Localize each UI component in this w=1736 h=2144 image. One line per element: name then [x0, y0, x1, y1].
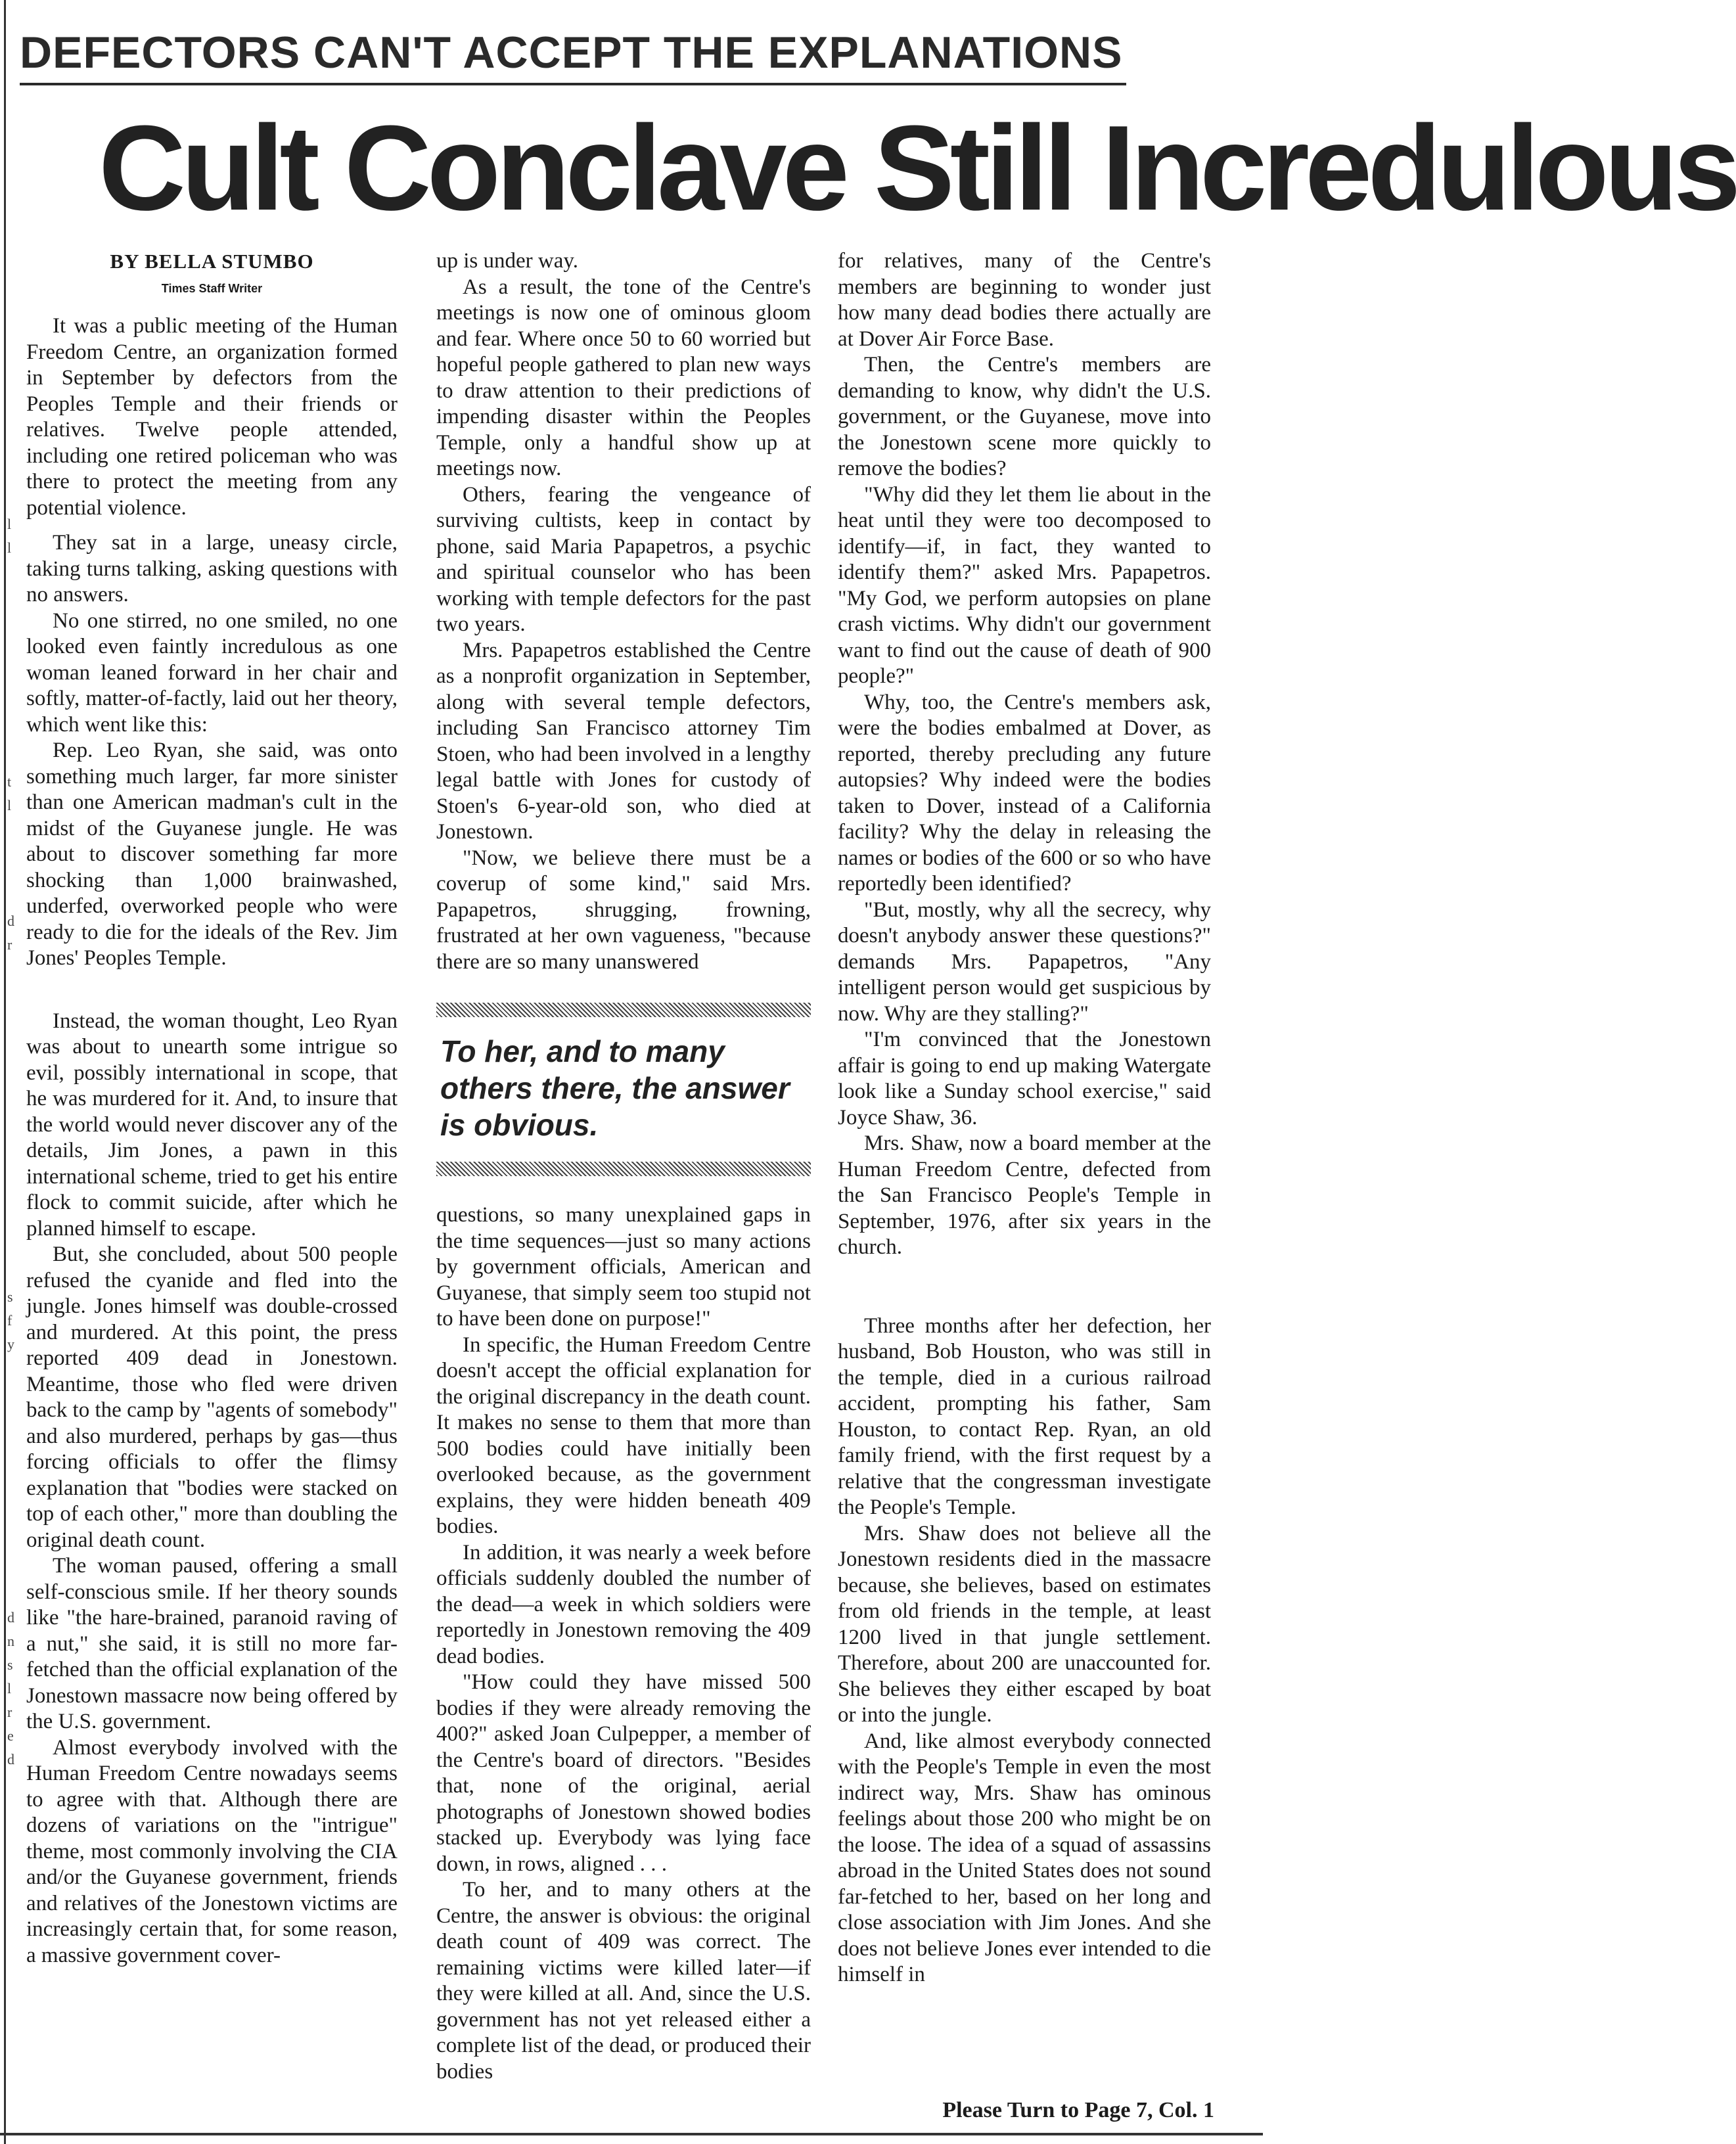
paragraph: In specific, the Human Freedom Centre doesn't accept the official explanation for the original discrepancy in the death count. It makes no sense to them that more than 500 bodies could have initially been overlooked because, as the government explains, they were hidden beneath 409 bodies.: [436, 1333, 811, 1538]
paragraph: Mrs. Shaw, now a board member at the Human Freedom Centre, defected from the San Francisco People's Temple in September, 1976, after six years in the church.: [838, 1131, 1211, 1259]
paragraph: "I'm convinced that the Jonestown affair is going to end up making Watergate look like a Sunday school exercise," said Joyce Shaw, 36.: [838, 1028, 1211, 1129]
margin-fragment: l: [7, 1680, 12, 1697]
margin-fragment: r: [7, 1704, 12, 1720]
paragraph: Mrs. Papapetros established the Centre as a nonprofit organization in September, along with several temple defectors, including San Francisco attorney Tim Stoen, who had been involved in a lengthy legal battle with Jones for custody of Stoen's 6-year-old son, who died at Jonestown.: [436, 638, 811, 844]
margin-fragment: f: [7, 1312, 12, 1329]
article-column-2: [436, 248, 811, 2095]
paragraph: Instead, the woman thought, Leo Ryan was about to unearth some intrigue so evil, possibly international in scope, that he was murdered for it. And, to insure that the world would never discover any of the details, Jim Jones, a pawn in this international scheme, tried to get his entire flock to commit suicide, after which he planned himself to escape.: [26, 1009, 398, 1241]
margin-fragment: l: [7, 797, 12, 813]
margin-fragment: d: [7, 913, 14, 929]
margin-fragment: d: [7, 1609, 14, 1626]
jump-line: Please Turn to Page 7, Col. 1: [942, 2098, 1214, 2122]
paragraph: Three months after her defection, her husband, Bob Houston, who was still in the temple, died in a curious railroad accident, prompting his father, Sam Houston, to contact Rep. Ryan, an old family friend, with the first request by a relative that the congressman investigate the People's Temple.: [838, 1313, 1211, 1519]
paragraph: for relatives, many of the Centre's members are beginning to wonder just how many dead bodies there actually are at Dover Air Force Base.: [838, 249, 1211, 351]
paragraph: "How could they have missed 500 bodies if they were already removing the 400?" asked Joan Culpepper, a member of the Centre's board of directors. "Besides that, none of the original, aerial photographs of Jonestown showed bodies stacked up. Everybody was lying face down, in rows, aligned . . .: [436, 1670, 811, 1876]
paragraph: They sat in a large, uneasy circle, taking turns talking, asking questions with no answers.: [26, 531, 398, 606]
bottom-rule: [0, 2133, 1263, 2135]
paragraph: The woman paused, offering a small self-conscious smile. If her theory sounds like "the hare-brained, paranoid raving of a nut," she said, it is still no more far-fetched than the official explanation of the Jonestown massacre now being offered by the U.S. government.: [26, 1554, 398, 1733]
margin-fragment: s: [7, 1289, 13, 1305]
paragraph: It was a public meeting of the Human Freedom Centre, an organization formed in September by defectors from the Peoples Temple and their friends or relatives. Twelve people attended, including one retired policeman who was there to protect the meeting from any potential violence.: [26, 314, 398, 520]
pull-quote-box: [436, 1003, 811, 1176]
paragraph: Almost everybody involved with the Human Freedom Centre nowadays seems to agree with that. Although there are dozens of variations on the "intrigue" theme, most commonly involving the CIA and/or the Guyanese government, friends and relatives of the Jonestown victims are increasingly certain that, for some reason, a massive government cover-: [26, 1735, 398, 1967]
paragraph: Rep. Leo Ryan, she said, was onto something much larger, far more sinister than one American madman's cult in the midst of the Guyanese jungle. He was about to discover something far more shocking than 1,000 brainwashed, underfed, overworked people who were ready to die for the ideals of the Rev. Jim Jones' Peoples Temple.: [26, 739, 398, 970]
paragraph: Mrs. Shaw does not believe all the Jonestown residents died in the massacre because, she believes, based on estimates from old friends in the temple, at least 1200 lived in that jungle settlement. Therefore, about 200 are unaccounted for. She believes they either escaped by boat or into the jungle.: [838, 1521, 1211, 1727]
margin-fragment: e: [7, 1727, 14, 1744]
paragraph: up is under way.: [436, 249, 578, 273]
article-column-3: [838, 248, 1211, 2095]
paragraph: In addition, it was nearly a week before officials suddenly doubled the number of the dead—a week in which soldiers were reportedly in Jonestown removing the 409 dead bodies.: [436, 1540, 811, 1668]
margin-fragments: [7, 513, 18, 1771]
pull-quote: To her, and to many others there, the answer is obvious.: [440, 1034, 790, 1142]
paragraph: Why, too, the Centre's members ask, were the bodies embalmed at Dover, as reported, thereby precluding any future autopsies? Why indeed were the bodies taken to Dover, instead of a California facility? Why the delay in releasing the names or bodies of the 600 or so who have reportedly been identified?: [838, 690, 1211, 896]
paragraph: As a result, the tone of the Centre's meetings is now one of ominous gloom and fear. Where once 50 to 60 worried but hopeful people gathered to plan new ways to draw attention to their predictions of impending disaster within the Peoples Temple, only a handful show up at meetings now.: [436, 275, 811, 480]
article-column-1: [26, 248, 398, 2095]
margin-fragment: n: [7, 1633, 14, 1649]
paragraph: Others, fearing the vengeance of surviving cultists, keep in contact by phone, said Maria Papapetros, a psychic and spiritual counselor who has been working with temple defectors for the past two years.: [436, 482, 811, 636]
margin-fragment: l: [7, 516, 12, 532]
paragraph: questions, so many unexplained gaps in the time sequences—just so many actions by government officials, American and Guyanese, that simply seem too stupid not to have been done on purpose!": [436, 1203, 811, 1331]
paragraph: "Why did they let them lie about in the heat until they were too decomposed to identify—if, in fact, they wanted to identify them?" asked Mrs. Papapetros. "My God, we perform autopsies on plane crash victims. Why didn't our government want to find out the cause of death of 900 people?": [838, 482, 1211, 688]
paragraph: But, she concluded, about 500 people refused the cyanide and fled into the jungle. Jones himself was double-crossed and murdered. At this point, the press reported 409 dead in Jonestown. Meantime, those who fled were driven back to the camp by "agents of somebody" and also murdered, perhaps by gas—thus forcing officials to offer the flimsy explanation that "bodies were stacked on top of each other," more than doubling the original death count.: [26, 1243, 398, 1552]
kicker-headline: DEFECTORS CAN'T ACCEPT THE EXPLANATIONS: [20, 22, 1126, 85]
margin-fragment: t: [7, 773, 12, 790]
paragraph: And, like almost everybody connected with the People's Temple in even the most indirect way, Mrs. Shaw has ominous feelings about those 200 who might be on the loose. The idea of a squad of assassins abroad in the United States does not sound far-fetched to her, based on her long and close association with Jim Jones. And she does not believe Jones ever intended to die himself in: [838, 1729, 1211, 1986]
margin-fragment: l: [7, 539, 12, 556]
byline-role: Times Staff Writer: [161, 281, 263, 295]
left-margin-rule: [4, 0, 6, 2144]
byline: BY BELLA STUMBO: [110, 250, 314, 273]
hatched-rule-bottom: [436, 1162, 811, 1176]
paragraph: To her, and to many others at the Centre, the answer is obvious: the original death count of 409 was correct. The remaining victims were killed later—if they were killed at all. And, since the U.S. government has not yet released either a complete list of the dead, or produced their bodies: [436, 1878, 811, 2084]
paragraph: No one stirred, no one smiled, no one looked even faintly incredulous as one woman leaned forward in her chair and softly, matter-of-factly, laid out her theory, which went like this:: [26, 608, 398, 737]
margin-fragment: d: [7, 1751, 14, 1768]
margin-fragment: r: [7, 936, 12, 953]
paragraph: Then, the Centre's members are demanding to know, why didn't the U.S. government, or the Guyanese, move into the Jonestown scene more quickly to remove the bodies?: [838, 353, 1211, 480]
margin-fragment: s: [7, 1656, 13, 1673]
paragraph: "Now, we believe there must be a coverup of some kind," said Mrs. Papapetros, shrugging, frowning, frustrated at her own vagueness, "because there are so many unanswered: [436, 846, 811, 974]
paragraph: "But, mostly, why all the secrecy, why doesn't anybody answer these questions?" demands Mrs. Papapetros, "Any intelligent person would get suspicious by now. Why are they stalling?": [838, 898, 1211, 1026]
hatched-rule-top: [436, 1003, 811, 1017]
margin-fragment: y: [7, 1336, 14, 1352]
main-headline: Cult Conclave Still Incredulous: [99, 100, 1736, 235]
